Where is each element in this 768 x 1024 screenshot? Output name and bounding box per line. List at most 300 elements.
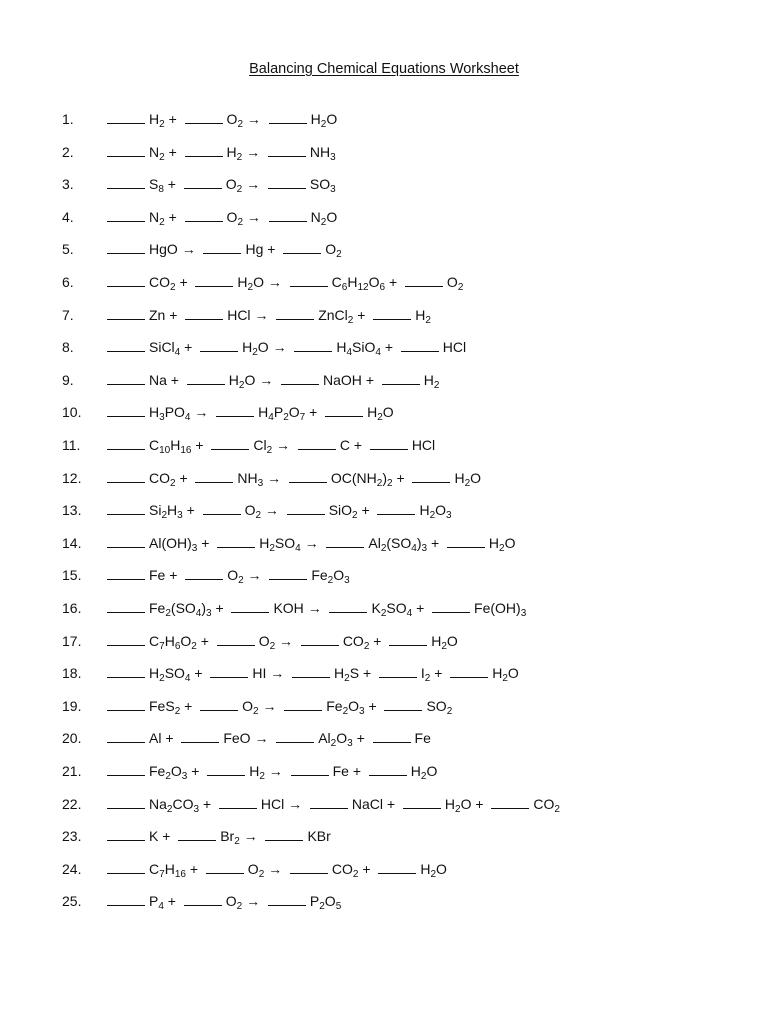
plus-sign: + — [200, 632, 209, 649]
coefficient-blank[interactable] — [290, 272, 328, 287]
problem-number: 25. — [62, 893, 82, 910]
chemical-formula: HCl — [227, 306, 251, 323]
coefficient-blank[interactable] — [326, 533, 364, 548]
coefficient-blank[interactable] — [269, 565, 307, 580]
reaction-arrow-icon: → — [307, 600, 322, 616]
coefficient-blank[interactable] — [206, 859, 244, 874]
coefficient-blank[interactable] — [268, 891, 306, 906]
chemical-formula: $K_2SO_4$ — [371, 600, 413, 619]
chemical-formula: $N_2$ — [149, 208, 165, 228]
coefficient-blank[interactable] — [283, 239, 321, 254]
problem-number: 22. — [62, 795, 82, 812]
equation — [107, 305, 431, 325]
coefficient-blank[interactable] — [276, 305, 314, 320]
plus-sign: + — [179, 274, 188, 290]
chemical-formula: $P_4$ — [149, 893, 164, 913]
chemical-formula: SiCl$_4$ — [149, 339, 181, 359]
equation — [107, 826, 331, 846]
chemical-formula: HCl — [411, 437, 436, 453]
coefficient-blank[interactable] — [405, 272, 443, 287]
problem-row — [0, 794, 768, 816]
equation — [107, 663, 519, 683]
coefficient-blank[interactable] — [185, 207, 223, 222]
coefficient-blank[interactable] — [107, 859, 145, 874]
problem-number: 14. — [62, 534, 82, 551]
plus-sign: + — [356, 730, 365, 747]
coefficient-blank[interactable] — [389, 631, 427, 646]
problem-number: 21. — [62, 763, 82, 779]
chemical-formula: Zn — [149, 306, 166, 323]
plus-sign: + — [191, 763, 200, 779]
coefficient-blank[interactable] — [184, 174, 222, 189]
chemical-formula: $Fe(OH)_3$ — [474, 600, 527, 619]
coefficient-blank[interactable] — [384, 696, 422, 711]
chemical-formula: $C_7H_{16}$ — [149, 860, 186, 880]
plus-sign: + — [194, 665, 203, 682]
coefficient-blank[interactable] — [203, 500, 241, 515]
chemical-formula: KBr — [307, 828, 331, 845]
problem-number: 10. — [62, 404, 82, 421]
coefficient-blank[interactable] — [195, 272, 233, 287]
coefficient-blank[interactable] — [107, 663, 145, 678]
coefficient-blank[interactable] — [373, 305, 411, 320]
chemical-formula: $Al(OH)_3$ — [149, 534, 198, 554]
chemical-formula: $O_2$ — [258, 632, 276, 652]
reaction-arrow-icon: → — [279, 632, 294, 649]
coefficient-blank[interactable] — [382, 370, 420, 385]
reaction-arrow-icon: → — [267, 469, 282, 486]
plus-sign: + — [361, 502, 370, 519]
chemical-formula: $CO_2$ — [533, 795, 560, 815]
chemical-formula: $O_2$ — [446, 274, 464, 293]
coefficient-blank[interactable] — [107, 109, 145, 124]
problem-number: 17. — [62, 632, 82, 649]
problem-row — [0, 761, 768, 783]
equation — [107, 402, 394, 422]
chemical-formula: $S_8$ — [149, 176, 164, 196]
chemical-formula: $Fe_2(SO_4)_3$ — [149, 600, 212, 619]
problem-number: 24. — [62, 860, 82, 877]
plus-sign: + — [184, 339, 193, 356]
plus-sign: + — [475, 795, 484, 812]
coefficient-blank[interactable] — [281, 370, 319, 385]
plus-sign: + — [362, 860, 371, 877]
coefficient-blank[interactable] — [294, 337, 332, 352]
equation — [107, 565, 350, 585]
problem-row — [0, 435, 768, 457]
coefficient-blank[interactable] — [216, 402, 254, 417]
chemical-formula: Fe — [414, 730, 431, 747]
equation — [107, 337, 466, 357]
coefficient-blank[interactable] — [107, 826, 145, 841]
plus-sign: + — [162, 828, 171, 845]
problem-number: 7. — [62, 306, 74, 323]
coefficient-blank[interactable] — [107, 370, 145, 385]
problem-row — [0, 663, 768, 685]
problem-row — [0, 533, 768, 555]
chemical-formula: $I_2$ — [420, 665, 431, 685]
problem-row — [0, 337, 768, 359]
chemical-formula: $Fe_2O_3$ — [311, 567, 350, 587]
coefficient-blank[interactable] — [284, 696, 322, 711]
problem-row — [0, 826, 768, 848]
coefficient-blank[interactable] — [276, 728, 314, 743]
coefficient-blank[interactable] — [185, 142, 223, 157]
chemical-formula: $H_2$ — [423, 371, 440, 391]
coefficient-blank[interactable] — [289, 468, 327, 483]
chemical-formula: $H_2O$ — [444, 795, 472, 815]
coefficient-blank[interactable] — [184, 891, 222, 906]
problem-number: 1. — [62, 111, 74, 127]
coefficient-blank[interactable] — [447, 533, 485, 548]
coefficient-blank[interactable] — [107, 142, 145, 157]
problem-row — [0, 174, 768, 196]
plus-sign: + — [169, 306, 178, 323]
reaction-arrow-icon: → — [264, 502, 279, 519]
coefficient-blank[interactable] — [412, 468, 450, 483]
chemical-formula: $H_2SO_4$ — [149, 665, 191, 685]
coefficient-blank[interactable] — [185, 305, 223, 320]
chemical-formula: $H_2O_3$ — [419, 502, 452, 522]
plus-sign: + — [189, 860, 199, 877]
problem-number: 9. — [62, 371, 74, 388]
chemical-formula: $N_2O$ — [310, 208, 338, 228]
plus-sign: + — [434, 665, 443, 682]
coefficient-blank[interactable] — [298, 435, 336, 450]
coefficient-blank[interactable] — [268, 142, 306, 157]
coefficient-blank[interactable] — [107, 500, 145, 515]
coefficient-blank[interactable] — [107, 631, 145, 646]
plus-sign: + — [168, 111, 177, 127]
reaction-arrow-icon: → — [254, 306, 269, 323]
reaction-arrow-icon: → — [262, 697, 277, 714]
chemical-formula: $SO_3$ — [309, 176, 336, 196]
plus-sign: + — [179, 469, 188, 486]
chemical-formula: $Si_2H_3$ — [149, 502, 183, 522]
plus-sign: + — [165, 730, 174, 747]
chemical-formula: K — [149, 828, 159, 845]
reaction-arrow-icon: → — [246, 176, 261, 193]
chemical-formula: $O_2$ — [247, 860, 265, 880]
reaction-arrow-icon: → — [259, 371, 274, 388]
coefficient-blank[interactable] — [370, 435, 408, 450]
coefficient-blank[interactable] — [401, 337, 439, 352]
problem-row — [0, 565, 768, 587]
coefficient-blank[interactable] — [107, 402, 145, 417]
chemical-formula: $H_2O$ — [488, 534, 516, 554]
coefficient-blank[interactable] — [107, 728, 145, 743]
plus-sign: + — [215, 600, 224, 616]
equation — [107, 500, 452, 520]
coefficient-blank[interactable] — [200, 337, 238, 352]
chemical-formula: HCl — [442, 339, 467, 356]
coefficient-blank[interactable] — [269, 109, 307, 124]
plus-sign: + — [365, 371, 374, 388]
plus-sign: + — [167, 176, 176, 193]
equation — [107, 761, 437, 781]
coefficient-blank[interactable] — [491, 794, 529, 809]
coefficient-blank[interactable] — [329, 598, 367, 613]
coefficient-blank[interactable] — [107, 761, 145, 776]
coefficient-blank[interactable] — [107, 337, 145, 352]
equation — [107, 370, 439, 390]
coefficient-blank[interactable] — [231, 598, 269, 613]
chemical-formula: $C_6H_{12}O_6$ — [331, 274, 386, 293]
plus-sign: + — [201, 534, 210, 551]
problem-row — [0, 272, 768, 294]
chemical-formula: $O_2$ — [225, 176, 243, 196]
chemical-formula: HgO — [149, 241, 178, 258]
coefficient-blank[interactable] — [217, 631, 255, 646]
problem-number: 15. — [62, 567, 82, 584]
reaction-arrow-icon: → — [267, 274, 282, 290]
coefficient-blank[interactable] — [107, 565, 145, 580]
plus-sign: + — [373, 632, 382, 649]
reaction-arrow-icon: → — [268, 763, 283, 779]
chemical-formula: $H_2S$ — [334, 665, 360, 685]
problem-row — [0, 239, 768, 261]
plus-sign: + — [167, 893, 176, 910]
reaction-arrow-icon: → — [270, 665, 285, 682]
reaction-arrow-icon: → — [304, 534, 319, 551]
chemical-formula: $CO_2$ — [331, 860, 359, 880]
coefficient-blank[interactable] — [107, 174, 145, 189]
problem-row — [0, 696, 768, 718]
plus-sign: + — [416, 600, 425, 616]
coefficient-blank[interactable] — [107, 794, 145, 809]
chemical-formula: KOH — [273, 600, 304, 616]
coefficient-blank[interactable] — [265, 826, 303, 841]
coefficient-blank[interactable] — [203, 239, 241, 254]
problem-row — [0, 468, 768, 490]
problem-row — [0, 500, 768, 522]
problem-number: 4. — [62, 208, 74, 225]
chemical-formula: Na — [149, 371, 167, 388]
reaction-arrow-icon: → — [194, 404, 209, 421]
coefficient-blank[interactable] — [291, 761, 329, 776]
chemical-formula: $H_4P_2O_7$ — [258, 404, 306, 424]
problem-number: 11. — [62, 437, 81, 453]
coefficient-blank[interactable] — [107, 305, 145, 320]
chemical-formula: $H_2O$ — [431, 632, 458, 652]
chemical-formula: $H_2O$ — [237, 274, 264, 293]
plus-sign: + — [396, 469, 405, 486]
equation — [107, 435, 435, 455]
problem-number: 5. — [62, 241, 74, 258]
problem-number: 20. — [62, 730, 82, 747]
equation — [107, 207, 337, 227]
plus-sign: + — [168, 143, 177, 160]
coefficient-blank[interactable] — [301, 631, 339, 646]
reaction-arrow-icon: → — [246, 208, 261, 225]
chemical-formula: $O_2$ — [227, 567, 244, 587]
plus-sign: + — [353, 437, 363, 453]
chemical-formula: $H_2O$ — [310, 111, 338, 130]
problem-row — [0, 631, 768, 653]
plus-sign: + — [357, 306, 366, 323]
chemical-formula: FeS$_2$ — [149, 697, 181, 717]
equation — [107, 239, 342, 259]
chemical-formula: $O_2$ — [325, 241, 342, 261]
equation — [107, 794, 560, 814]
reaction-arrow-icon: → — [272, 339, 287, 356]
chemical-formula: $H_2O$ — [492, 665, 519, 685]
reaction-arrow-icon: → — [246, 893, 261, 910]
chemical-formula: $SO_2$ — [426, 697, 453, 717]
coefficient-blank[interactable] — [207, 761, 245, 776]
coefficient-blank[interactable] — [269, 207, 307, 222]
coefficient-blank[interactable] — [292, 663, 330, 678]
coefficient-blank[interactable] — [107, 435, 145, 450]
coefficient-blank[interactable] — [369, 761, 407, 776]
chemical-formula: $Al_2(SO_4)_3$ — [368, 534, 428, 554]
reaction-arrow-icon: → — [247, 567, 262, 584]
reaction-arrow-icon: → — [181, 241, 196, 258]
coefficient-blank[interactable] — [450, 663, 488, 678]
coefficient-blank[interactable] — [107, 891, 145, 906]
equation — [107, 859, 447, 879]
chemical-formula: NaCl — [351, 795, 384, 812]
plus-sign: + — [352, 763, 361, 779]
coefficient-blank[interactable] — [219, 794, 257, 809]
coefficient-blank[interactable] — [373, 728, 411, 743]
coefficient-blank[interactable] — [287, 500, 325, 515]
equation — [107, 272, 463, 292]
reaction-arrow-icon: → — [276, 437, 291, 453]
chemical-formula: $H_3PO_4$ — [149, 404, 191, 424]
chemical-formula: $NH_3$ — [237, 469, 264, 489]
chemical-formula: $O_2$ — [244, 502, 262, 522]
coefficient-blank[interactable] — [432, 598, 470, 613]
coefficient-blank[interactable] — [403, 794, 441, 809]
coefficient-blank[interactable] — [107, 207, 145, 222]
equation — [107, 631, 458, 651]
equation — [107, 728, 431, 748]
reaction-arrow-icon: → — [246, 143, 261, 160]
coefficient-blank[interactable] — [107, 239, 145, 254]
equation — [107, 109, 337, 129]
plus-sign: + — [168, 208, 177, 225]
chemical-formula: $H_2O$ — [454, 469, 482, 489]
chemical-formula: $C_7H_6O_2$ — [149, 632, 197, 652]
chemical-formula: $H_2$ — [415, 306, 431, 326]
chemical-formula: $H_2$ — [249, 763, 265, 782]
coefficient-blank[interactable] — [107, 598, 145, 613]
problem-row — [0, 859, 768, 881]
chemical-formula: $Br_2$ — [220, 828, 240, 848]
problem-number: 16. — [62, 600, 82, 616]
problem-row — [0, 109, 768, 131]
coefficient-blank[interactable] — [268, 174, 306, 189]
coefficient-blank[interactable] — [210, 663, 248, 678]
coefficient-blank[interactable] — [107, 696, 145, 711]
chemical-formula: $O_2$ — [226, 208, 243, 228]
chemical-formula: $H_2O$ — [367, 404, 394, 424]
reaction-arrow-icon: → — [268, 860, 283, 877]
problem-row — [0, 305, 768, 327]
plus-sign: + — [170, 371, 179, 388]
chemical-formula: $H_2O$ — [410, 763, 438, 782]
chemical-formula: $O_2$ — [242, 697, 259, 717]
coefficient-blank[interactable] — [377, 500, 415, 515]
chemical-formula: $Fe_2O_3$ — [149, 763, 188, 782]
plus-sign: + — [195, 437, 204, 453]
coefficient-blank[interactable] — [217, 533, 255, 548]
problem-row — [0, 598, 768, 620]
plus-sign: + — [386, 795, 396, 812]
chemical-formula: $H_2O$ — [228, 371, 256, 391]
coefficient-blank[interactable] — [379, 663, 417, 678]
problem-number: 23. — [62, 828, 82, 845]
coefficient-blank[interactable] — [310, 794, 348, 809]
chemical-formula: NaOH — [323, 371, 362, 388]
problem-number: 2. — [62, 143, 74, 160]
coefficient-blank[interactable] — [200, 696, 238, 711]
problem-number: 12. — [62, 469, 82, 486]
problem-number: 19. — [62, 697, 82, 714]
chemical-formula: $NH_3$ — [309, 143, 336, 163]
chemical-formula: $CO_2$ — [342, 632, 370, 652]
chemical-formula: $H_2SO_4$ — [259, 534, 301, 554]
chemical-formula: $H_4SiO_4$ — [336, 339, 381, 359]
problem-row — [0, 142, 768, 164]
coefficient-blank[interactable] — [107, 533, 145, 548]
coefficient-blank[interactable] — [178, 826, 216, 841]
equation — [107, 174, 336, 194]
equation — [107, 598, 526, 618]
reaction-arrow-icon: → — [254, 730, 269, 747]
chemical-formula: Fe — [149, 567, 166, 584]
chemical-formula: $C_{10}H_{16}$ — [149, 437, 192, 456]
problem-row — [0, 891, 768, 913]
coefficient-blank[interactable] — [195, 468, 233, 483]
problem-number: 13. — [62, 502, 82, 519]
coefficient-blank[interactable] — [187, 370, 225, 385]
chemical-formula: $H_2$ — [149, 111, 165, 130]
plus-sign: + — [309, 404, 318, 421]
worksheet-title: Balancing Chemical Equations Worksheet — [249, 61, 519, 77]
problem-number: 8. — [62, 339, 74, 356]
chemical-formula: $H_2O$ — [242, 339, 269, 359]
coefficient-blank[interactable] — [107, 468, 145, 483]
coefficient-blank[interactable] — [211, 435, 249, 450]
chemical-formula: C — [339, 437, 350, 453]
coefficient-blank[interactable] — [290, 859, 328, 874]
chemical-formula: SiO$_2$ — [328, 502, 358, 522]
equation — [107, 142, 336, 162]
plus-sign: + — [169, 567, 178, 584]
coefficient-blank[interactable] — [185, 565, 223, 580]
coefficient-blank[interactable] — [325, 402, 363, 417]
chemical-formula: $H_2$ — [226, 143, 243, 163]
chemical-formula: HCl — [260, 795, 285, 812]
chemical-formula: $O_2$ — [225, 893, 243, 913]
chemical-formula: $Na_2CO_3$ — [149, 795, 200, 815]
reaction-arrow-icon: → — [288, 795, 303, 812]
chemical-formula: $N_2$ — [149, 143, 165, 163]
reaction-arrow-icon: → — [243, 828, 258, 845]
coefficient-blank[interactable] — [185, 109, 223, 124]
chemical-formula: ZnCl$_2$ — [318, 306, 354, 326]
coefficient-blank[interactable] — [107, 272, 145, 287]
chemical-formula: Al — [149, 730, 162, 747]
chemical-formula: $Cl_2$ — [253, 437, 273, 456]
coefficient-blank[interactable] — [181, 728, 219, 743]
coefficient-blank[interactable] — [378, 859, 416, 874]
problem-number: 18. — [62, 665, 82, 682]
chemical-formula: Fe — [332, 763, 349, 779]
chemical-formula: $Fe_2O_3$ — [326, 697, 365, 717]
